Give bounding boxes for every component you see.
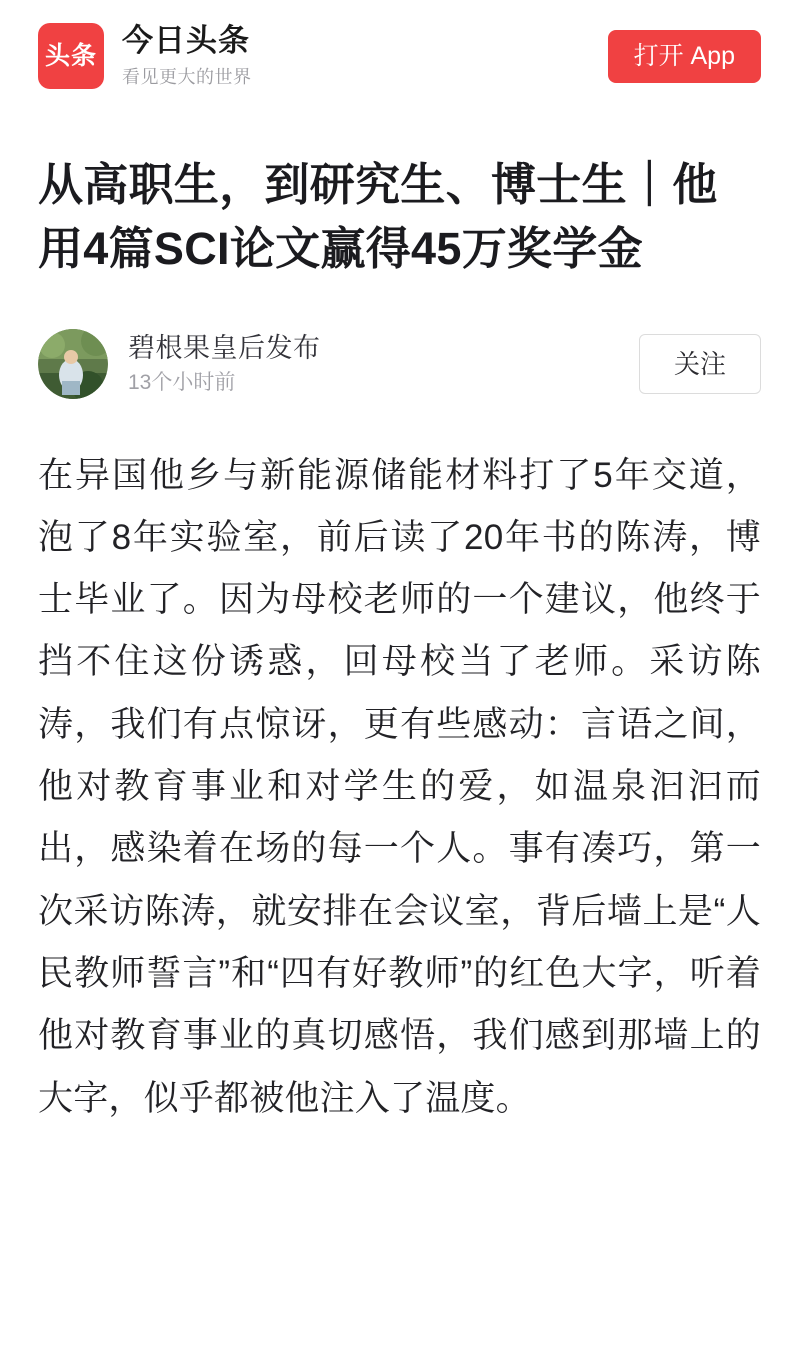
open-app-button[interactable]: 打开 App xyxy=(608,30,761,83)
author-name[interactable]: 碧根果皇后发布 xyxy=(128,332,321,363)
article-paragraph: 在异国他乡与新能源储能材料打了5年交道，泡了8年实验室，前后读了20年书的陈涛，博士毕业了。因为母校老师的一个建议，他终于挡不住这份诱惑，回母校当了老师。采访陈涛，我们有点惊讶，更有些感动：言语之间，他对教育事业和对学生的爱，如温泉汩汩而出，感染着在场的每一个人。事有凑巧，第一次采访陈涛，就安排在会议室，背后墙上是“人民教师誓言”和“四有好教师”的红色大字，听着他对教育事业的真切感悟，我们感到那墙上的大字，似乎都被他注入了温度。 xyxy=(38,455,761,1118)
brand[interactable] xyxy=(38,22,252,91)
byline-left xyxy=(38,329,321,399)
site-header xyxy=(38,0,761,101)
brand-subtitle: 看见更大的世界 xyxy=(122,66,252,87)
brand-text xyxy=(122,22,252,91)
toutiao-logo-icon: 头条 xyxy=(38,23,104,89)
byline xyxy=(38,329,761,399)
byline-meta xyxy=(128,332,321,396)
article-body xyxy=(38,445,761,1200)
avatar[interactable] xyxy=(38,329,108,399)
follow-button[interactable]: 关注 xyxy=(639,334,761,394)
publish-time: 13个小时前 xyxy=(128,371,236,395)
brand-title: 今日头条 xyxy=(122,23,250,58)
page-title: 从高职生，到研究生、博士生｜他用4篇SCI论文赢得45万奖学金 xyxy=(38,158,718,274)
